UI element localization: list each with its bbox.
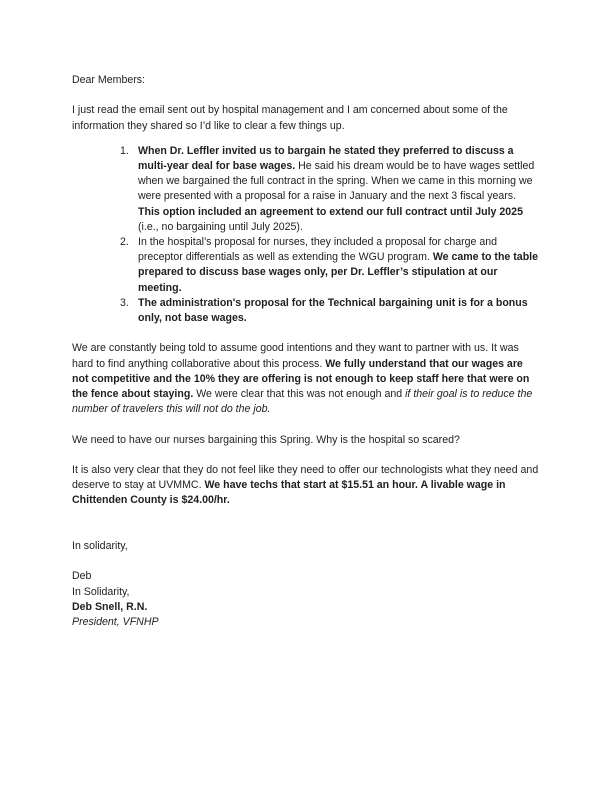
paragraph-text: It is also very clear that they do not feel like they need to offer our technologists what they need and deserve to stay at UVMMC.: [72, 464, 539, 492]
salutation: Dear Members:: [72, 74, 145, 86]
bargaining-paragraph: We need to have our nurses bargaining this Spring. Why is the hospital so scared?: [72, 433, 460, 446]
signature-block: [72, 569, 540, 630]
list-text: (i.e., no bargaining until July 2025).: [138, 220, 303, 233]
list-text: He said his dream would be to have wages settled when we bargained the full contract in the spring. When we came in this morning we were presented with a proposal for a raise in January and the next 3 fiscal years.: [138, 160, 535, 203]
wages-paragraph: [72, 463, 540, 509]
paragraph-text-bold: We have techs that start at $15.51 an hour. A livable wage in Chittenden County is $24.00/hr.: [72, 479, 506, 507]
signature-full-name: [72, 600, 540, 615]
list-text-bold: We came to the table prepared to discuss base wages only, per Dr. Leffler’s stipulation at our meeting.: [138, 251, 538, 294]
list-number: 3.: [120, 296, 129, 309]
paragraph-text-italic: if their goal is to reduce the number of travelers this will not do the job.: [72, 388, 533, 416]
signature-title: [72, 615, 540, 630]
list-number: 1.: [120, 144, 129, 157]
list-item: [72, 144, 540, 235]
signature-first-name: Deb: [72, 570, 92, 583]
closing-line: In solidarity,: [72, 540, 128, 552]
list-text-bold: The administration's proposal for the Technical bargaining unit is for a bonus only, not base wages.: [138, 296, 528, 325]
collaboration-paragraph: [72, 341, 540, 417]
numbered-list: [72, 144, 540, 326]
list-text-bold: This option included an agreement to extend our full contract until July 2025: [138, 205, 523, 218]
paragraph-text: We were clear that this was not enough and: [193, 388, 406, 401]
list-text-bold: When Dr. Leffler invited us to bargain he stated they preferred to discuss a multi-year deal for base wages.: [138, 144, 514, 172]
intro-paragraph: I just read the email sent out by hospital management and I am concerned about some of the information they shared so I’d like to clear a few things up.: [72, 104, 508, 132]
paragraph-text: We are constantly being told to assume good intentions and they want to partner with us. It was hard to find anything collaborative about this process.: [72, 342, 519, 370]
list-text: In the hospital’s proposal for nurses, they included a proposal for charge and preceptor differentials as well as extending the WGU program.: [138, 236, 498, 264]
list-number: 2.: [120, 236, 129, 249]
list-item: [72, 235, 540, 296]
signature-title-italic: President, VFNHP: [72, 616, 159, 628]
paragraph-text-bold: We fully understand that our wages are not competitive and the 10% they are offering is not enough to keep staff here that were on the fence about staying.: [72, 357, 530, 401]
signature-name-bold: Deb Snell, R.N.: [72, 600, 148, 613]
signature-line: In Solidarity,: [72, 585, 130, 598]
letter-body: [72, 73, 540, 630]
list-item: [72, 296, 540, 326]
